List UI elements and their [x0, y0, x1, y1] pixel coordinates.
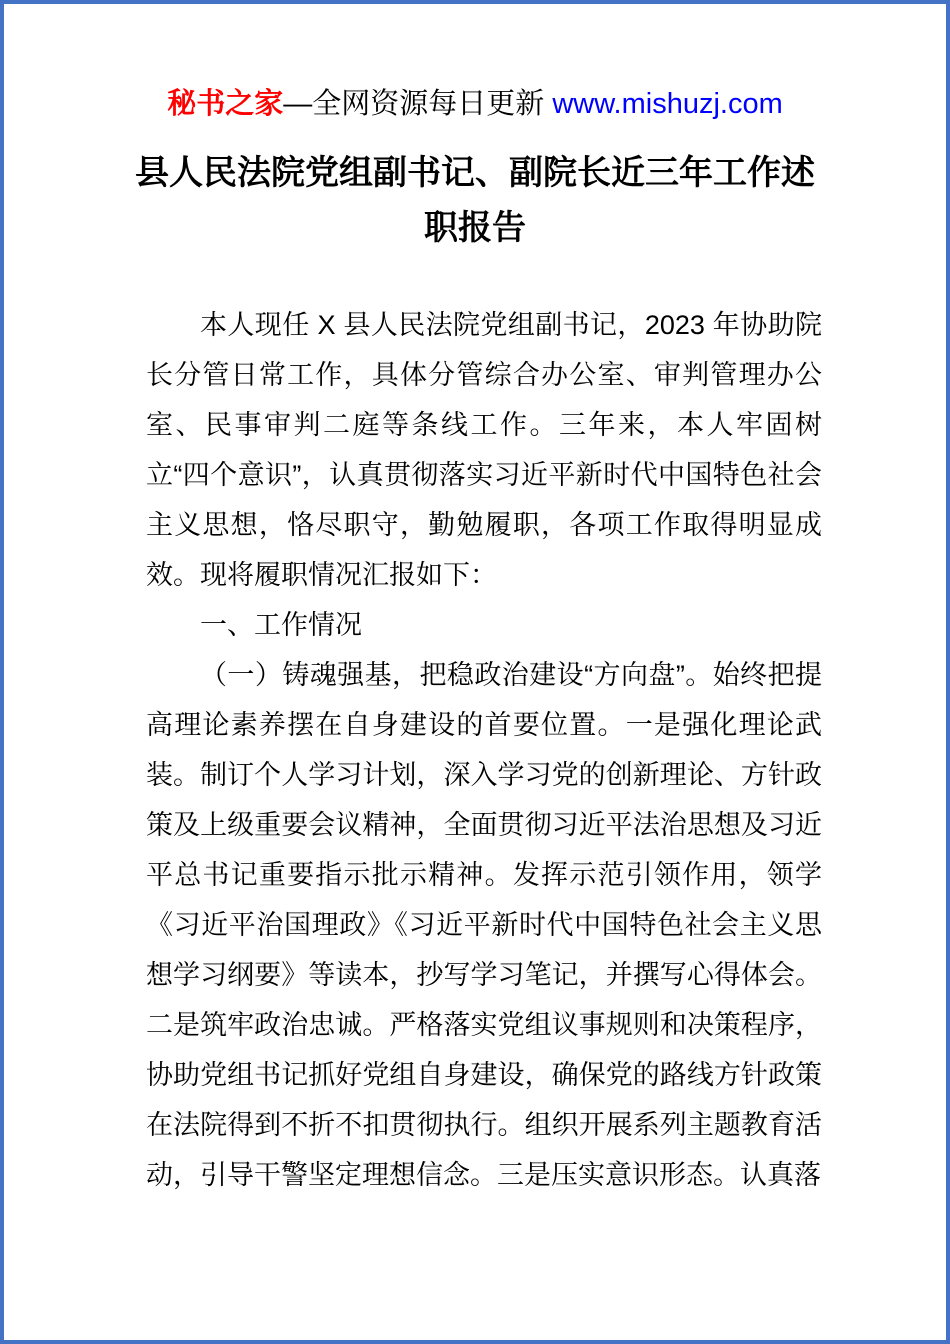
site-header: [4, 86, 946, 122]
page-title: 县人民法院党组副书记、副院长近三年工作述职报告: [135, 154, 815, 247]
site-url[interactable]: www.mishuzj.com: [552, 88, 783, 120]
paragraph-section-heading: 一、工作情况: [200, 610, 362, 640]
site-brand: 秘书之家: [167, 88, 284, 120]
paragraph-section-one: （一）铸魂强基，把稳政治建设“方向盘”。始终把提高理论素养摆在自身建设的首要位置。一是强化理论武装。制订个人学习计划，深入学习党的创新理论、方针政策及上级重要会议精神，全面贯彻习近平法治思想及习近平总书记重要指示批示精神。发挥示范引领作用，领学《习近平治国理政》《习近平新时代中国特色社会主义思想学习纲要》等读本，抄写学习笔记，并撰写心得体会。二是筑牢政治忠诚。严格落实党组议事规则和决策程序，协助党组书记抓好党组自身建设，确保党的路线方针政策在法院得到不折不扣贯彻执行。组织开展系列主题教育活动，引导干警坚定理想信念。三是压实意识形态。认真落: [146, 660, 822, 1190]
paragraph-intro: 本人现任 X 县人民法院党组副书记，2023 年协助院长分管日常工作，具体分管综合办公室、审判管理办公室、民事审判二庭等条线工作。三年来，本人牢固树立“四个意识”，认真贯彻落实习近平新时代中国特色社会主义思想，恪尽职守，勤勉履职，各项工作取得明显成效。现将履职情况汇报如下：: [146, 310, 822, 590]
document-body: [146, 300, 822, 1200]
site-tagline: —全网资源每日更新: [283, 88, 553, 120]
